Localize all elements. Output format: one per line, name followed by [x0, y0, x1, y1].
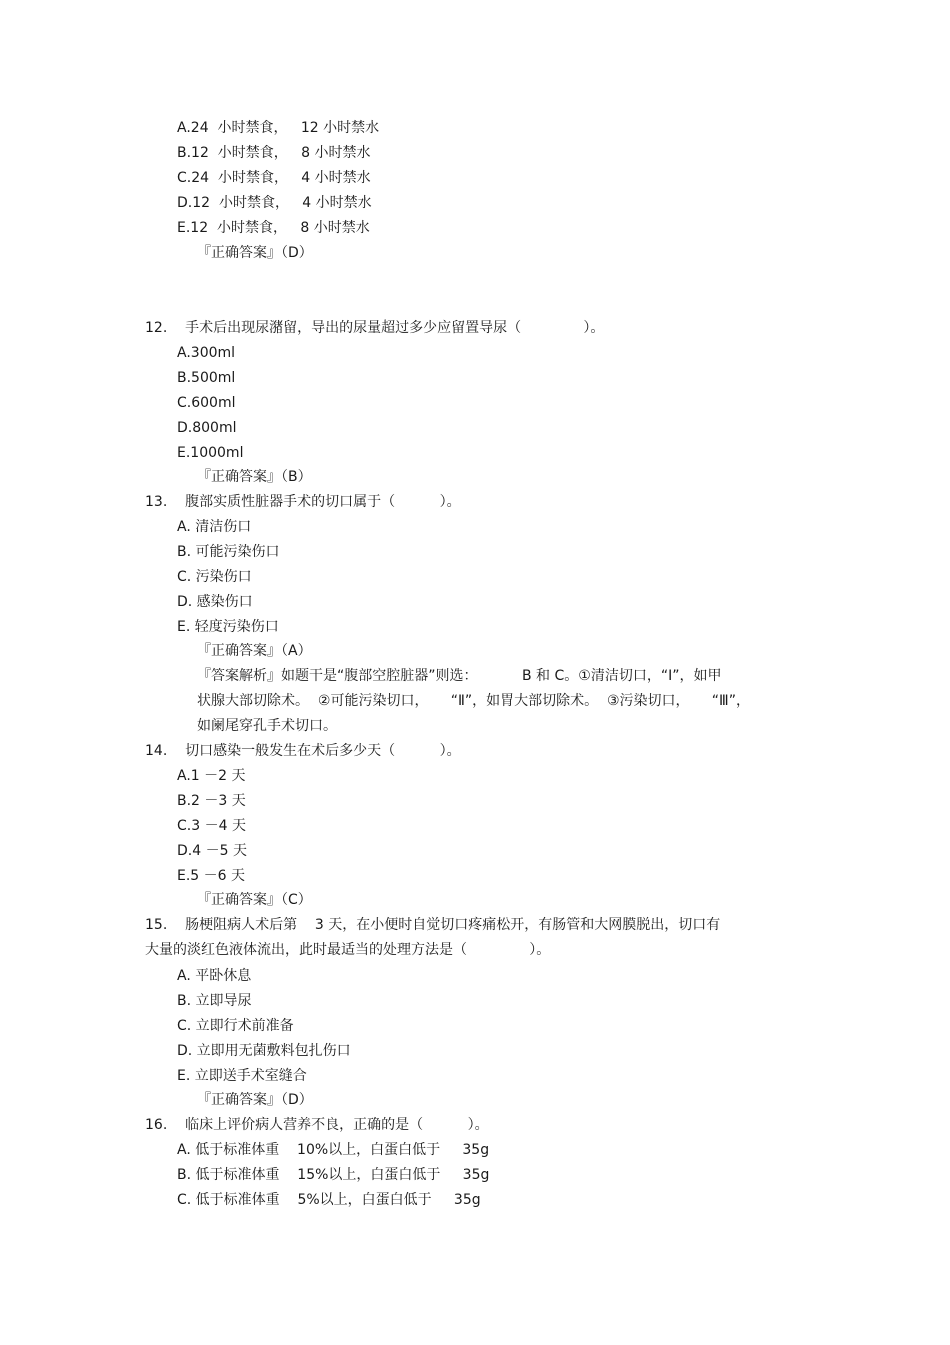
- option-c: C. 低于标准体重 5%以上，白蛋白低于 35g: [177, 1192, 481, 1208]
- correct-answer: 『正确答案』（C）: [197, 892, 312, 908]
- option-a: A.1 －2 天: [177, 768, 246, 784]
- option-a: A. 平卧休息: [177, 968, 252, 984]
- option-d: D.12 小时禁食， 4 小时禁水: [177, 195, 372, 211]
- option-a: A.300ml: [177, 345, 236, 361]
- option-e: E.5 －6 天: [177, 868, 246, 884]
- question-stem: 14. 切口感染一般发生在术后多少天（ ）。: [145, 743, 461, 759]
- option-a: A. 低于标准体重 10%以上，白蛋白低于 35g: [177, 1142, 490, 1158]
- question-stem: 16. 临床上评价病人营养不良，正确的是（ ）。: [145, 1117, 489, 1133]
- option-c: C.600ml: [177, 395, 236, 411]
- option-c: C. 污染伤口: [177, 569, 252, 585]
- option-b: B.2 －3 天: [177, 793, 246, 809]
- option-c: C.3 －4 天: [177, 818, 246, 834]
- option-d: D.4 －5 天: [177, 843, 247, 859]
- correct-answer: 『正确答案』（D）: [197, 1092, 313, 1108]
- option-e: E.1000ml: [177, 445, 244, 461]
- option-b: B.500ml: [177, 370, 236, 386]
- question-stem: 12. 手术后出现尿潴留，导出的尿量超过多少应留置导尿（ ）。: [145, 320, 605, 336]
- option-b: B. 可能污染伤口: [177, 544, 280, 560]
- correct-answer: 『正确答案』（A）: [197, 643, 312, 659]
- correct-answer: 『正确答案』（D）: [197, 245, 313, 261]
- option-e: E.12 小时禁食， 8 小时禁水: [177, 220, 370, 236]
- option-b: B. 立即导尿: [177, 993, 252, 1009]
- question-stem: 13. 腹部实质性脏器手术的切口属于（ ）。: [145, 494, 461, 510]
- option-d: D. 立即用无菌敷料包扎伤口: [177, 1043, 351, 1059]
- question-stem: 15. 肠梗阻病人术后第 3 天，在小便时自觉切口疼痛松开，有肠管和大网膜脱出，切口有: [145, 917, 721, 933]
- option-d: D.800ml: [177, 420, 237, 436]
- option-a: A.24 小时禁食， 12 小时禁水: [177, 120, 380, 136]
- correct-answer: 『正确答案』（B）: [197, 469, 312, 485]
- option-b: B.12 小时禁食， 8 小时禁水: [177, 145, 371, 161]
- answer-analysis: 『答案解析』如题干是“腹部空腔脏器”则选： B 和 C。①清洁切口，“Ⅰ”，如甲: [197, 668, 722, 684]
- answer-analysis: 状腺大部切除术。 ②可能污染切口， “Ⅱ”，如胃大部切除术。 ③污染切口， “Ⅲ”，: [197, 693, 750, 709]
- option-e: E. 立即送手术室缝合: [177, 1068, 307, 1084]
- question-stem: 大量的淡红色液体流出，此时最适当的处理方法是（ ）。: [145, 942, 551, 958]
- option-b: B. 低于标准体重 15%以上，白蛋白低于 35g: [177, 1167, 490, 1183]
- option-a: A. 清洁伤口: [177, 519, 252, 535]
- answer-analysis: 如阑尾穿孔手术切口。: [197, 718, 337, 734]
- option-c: C.24 小时禁食， 4 小时禁水: [177, 170, 371, 186]
- option-d: D. 感染伤口: [177, 594, 253, 610]
- option-e: E. 轻度污染伤口: [177, 619, 279, 635]
- option-c: C. 立即行术前准备: [177, 1018, 294, 1034]
